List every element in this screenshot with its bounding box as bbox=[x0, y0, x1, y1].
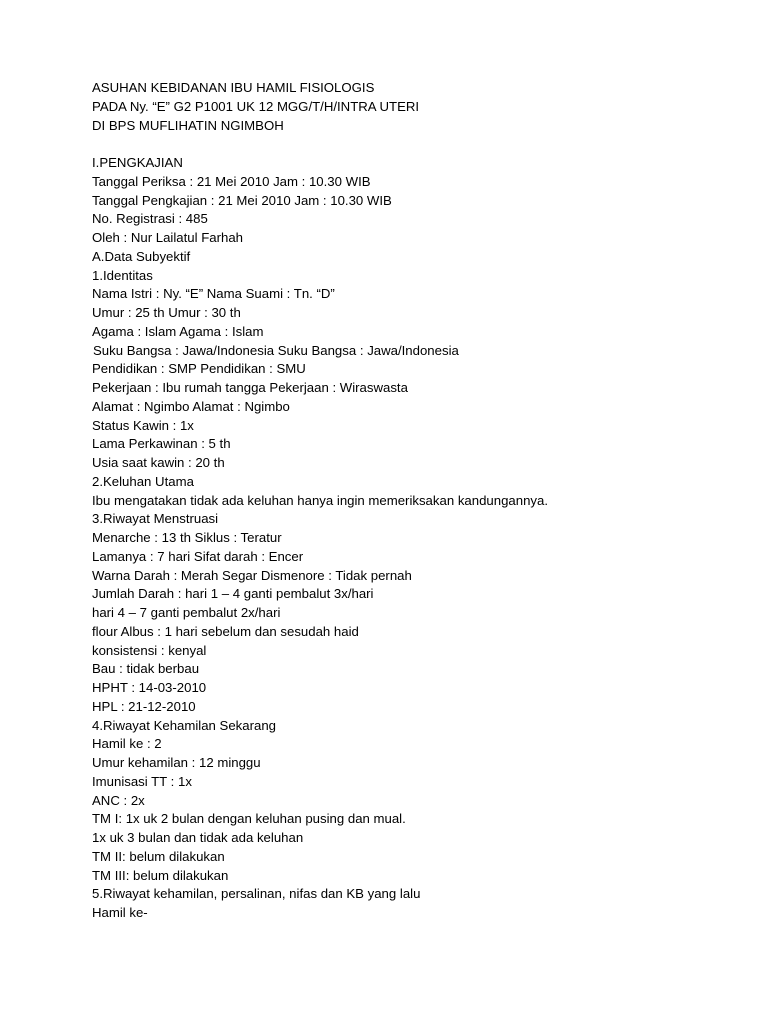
section-heading-data-subyektif: A.Data Subyektif bbox=[92, 248, 191, 264]
text-line: Agama : Islam Agama : Islam bbox=[92, 323, 264, 339]
text-line: Tanggal Periksa : 21 Mei 2010 Jam : 10.30 WIB bbox=[92, 173, 371, 189]
text-line: Usia saat kawin : 20 th bbox=[92, 455, 225, 470]
subsection-heading-riwayat-kehamilan-lalu: 5.Riwayat kehamilan, persalinan, nifas dan KB yang lalu bbox=[92, 886, 421, 902]
blank-line bbox=[92, 135, 732, 154]
text-line: Oleh : Nur Lailatul Farhah bbox=[92, 230, 243, 245]
text-line: flour Albus : 1 hari sebelum dan sesudah haid bbox=[92, 623, 359, 639]
text-line: Pekerjaan : Ibu rumah tangga Pekerjaan : Wiraswasta bbox=[92, 380, 408, 395]
text-line: Menarche : 13 th Siklus : Teratur bbox=[92, 530, 282, 545]
text-line: hari 4 – 7 ganti pembalut 2x/hari bbox=[92, 605, 281, 620]
text-line: Umur kehamilan : 12 minggu bbox=[92, 755, 261, 770]
document-title-line-2: PADA Ny. “E” G2 P1001 UK 12 MGG/T/H/INTRA UTERI bbox=[92, 98, 420, 114]
document-title-line-3: DI BPS MUFLIHATIN NGIMBOH bbox=[92, 117, 284, 133]
text-line: Tanggal Pengkajian : 21 Mei 2010 Jam : 10.30 WIB bbox=[92, 192, 392, 208]
text-line: Umur : 25 th Umur : 30 th bbox=[92, 305, 241, 320]
text-line: Alamat : Ngimbo Alamat : Ngimbo bbox=[92, 398, 290, 414]
text-line: konsistensi : kenyal bbox=[92, 642, 207, 658]
text-line: HPL : 21-12-2010 bbox=[92, 698, 196, 714]
subsection-heading-riwayat-menstruasi: 3.Riwayat Menstruasi bbox=[92, 511, 219, 527]
subsection-heading-riwayat-kehamilan-sekarang: 4.Riwayat Kehamilan Sekarang bbox=[92, 717, 276, 733]
text-line: Suku Bangsa : Jawa/Indonesia Suku Bangsa : Jawa/Indonesia bbox=[93, 342, 459, 358]
text-line: Jumlah Darah : hari 1 – 4 ganti pembalut 3x/hari bbox=[92, 586, 374, 602]
text-line: ANC : 2x bbox=[92, 792, 145, 808]
text-line: Bau : tidak berbau bbox=[92, 661, 200, 677]
text-line: TM III: belum dilakukan bbox=[92, 867, 229, 883]
text-line: 1x uk 3 bulan dan tidak ada keluhan bbox=[92, 830, 304, 845]
text-line: No. Registrasi : 485 bbox=[92, 211, 208, 227]
text-line: HPHT : 14-03-2010 bbox=[92, 680, 207, 695]
document-title-line-1: ASUHAN KEBIDANAN IBU HAMIL FISIOLOGIS bbox=[92, 80, 375, 95]
text-line: Lamanya : 7 hari Sifat darah : Encer bbox=[92, 548, 304, 564]
text-line: Ibu mengatakan tidak ada keluhan hanya ingin memeriksakan kandungannya. bbox=[92, 492, 549, 508]
text-line: Pendidikan : SMP Pendidikan : SMU bbox=[92, 361, 306, 377]
text-line: Imunisasi TT : 1x bbox=[92, 773, 192, 789]
text-line: Warna Darah : Merah Segar Dismenore : Tidak pernah bbox=[92, 567, 412, 583]
section-heading-pengkajian: I.PENGKAJIAN bbox=[92, 155, 183, 170]
text-line: Hamil ke : 2 bbox=[92, 736, 162, 752]
text-line: Status Kawin : 1x bbox=[92, 417, 194, 433]
text-line: Nama Istri : Ny. “E” Nama Suami : Tn. “D” bbox=[92, 286, 335, 302]
subsection-heading-identitas: 1.Identitas bbox=[92, 267, 153, 283]
text-line: Lama Perkawinan : 5 th bbox=[92, 436, 231, 452]
subsection-heading-keluhan-utama: 2.Keluhan Utama bbox=[92, 473, 194, 489]
text-line: Hamil ke- bbox=[92, 905, 148, 920]
text-line: TM I: 1x uk 2 bulan dengan keluhan pusing dan mual. bbox=[92, 811, 406, 827]
document-content bbox=[92, 79, 732, 923]
text-line: TM II: belum dilakukan bbox=[92, 848, 225, 864]
